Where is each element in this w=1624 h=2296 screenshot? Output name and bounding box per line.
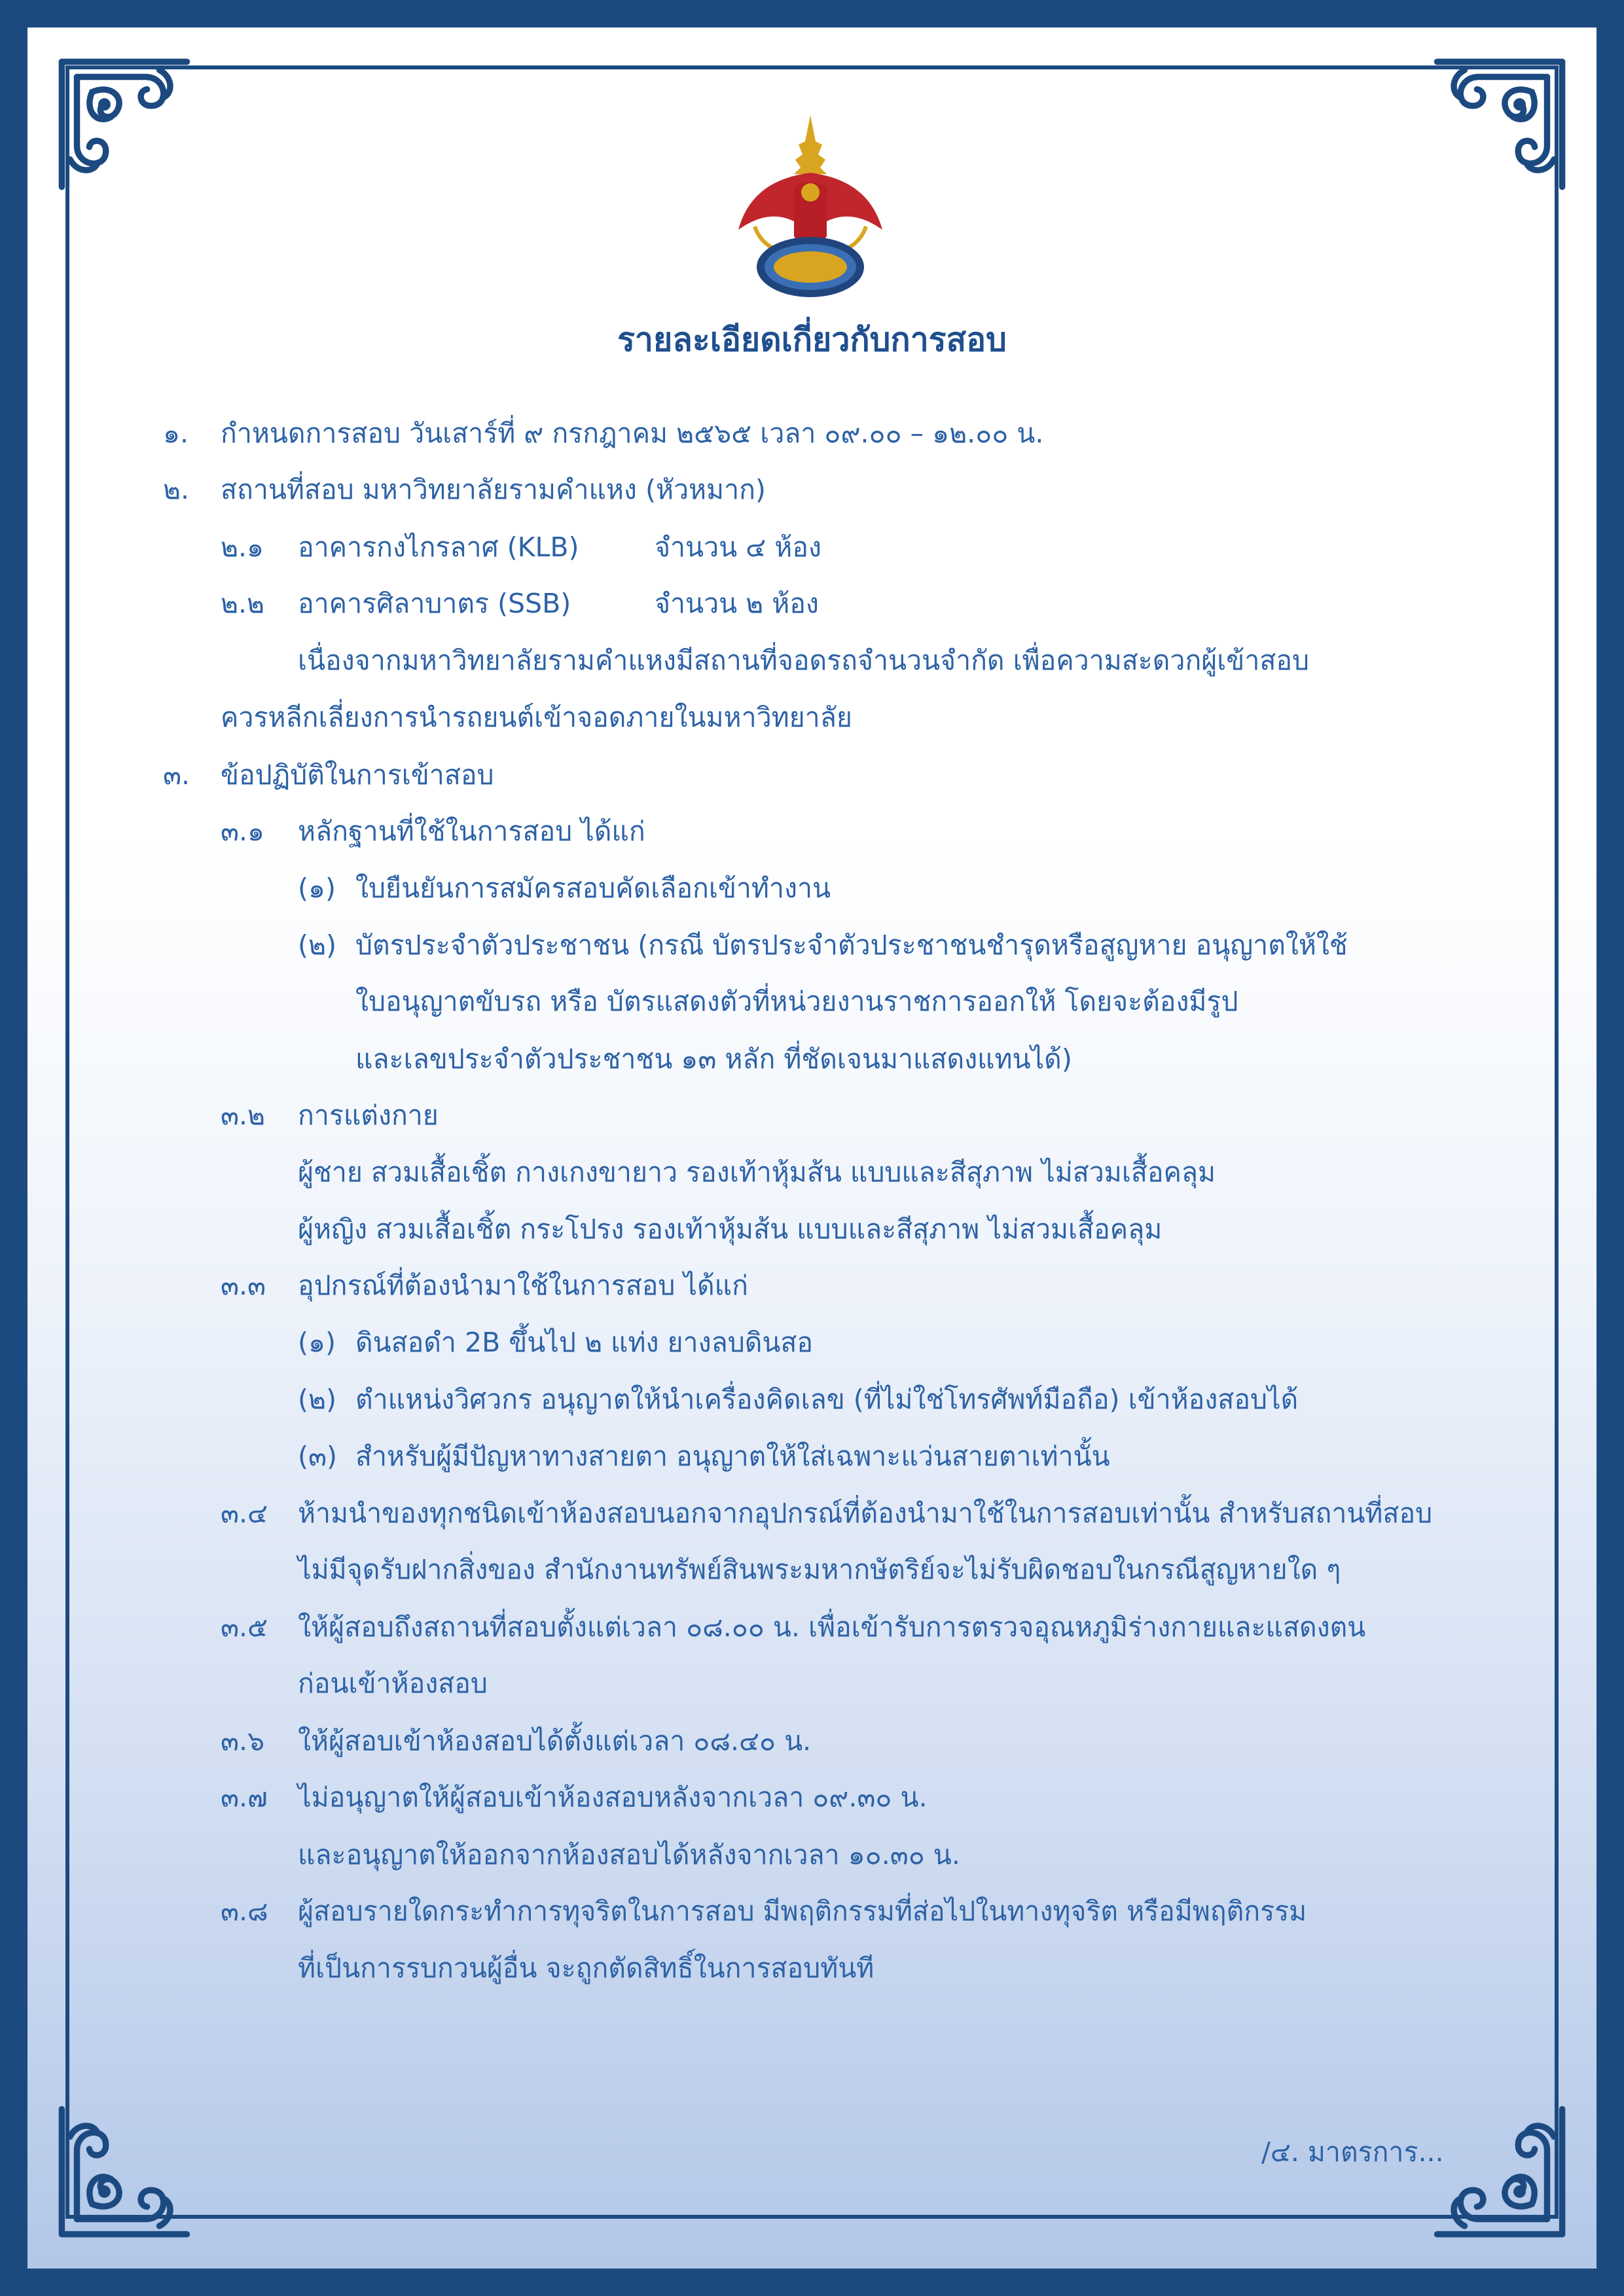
item-text: บัตรประจำตัวประชาชน (กรณี บัตรประจำตัวประชาชนชำรุดหรือสูญหาย อนุญาตให้ใช้ — [355, 929, 1348, 961]
item-text: การแต่งกาย — [298, 1100, 439, 1131]
continuation-note: /๔. มาตรการ... — [1261, 2136, 1444, 2168]
item-number: (๑) — [298, 872, 336, 904]
item-number: ๓.๖ — [221, 1725, 265, 1757]
paragraph-line: ควรหลีกเลี่ยงการนำรถยนต์เข้าจอดภายในมหาวิทยาลัย — [221, 702, 852, 733]
corner-ornament-top-right — [1430, 56, 1568, 194]
item-number: (๓) — [298, 1441, 338, 1472]
paragraph-line: ผู้ชาย สวมเสื้อเชิ้ต กางเกงขายาว รองเท้าหุ้มส้น แบบและสีสุภาพ ไม่สวมเสื้อคลุม — [298, 1157, 1216, 1188]
list-item — [221, 531, 821, 564]
list-item — [298, 872, 831, 905]
item-text: ใบยืนยันการสมัครสอบคัดเลือกเข้าทำงาน — [355, 872, 831, 904]
list-item — [298, 1384, 1299, 1416]
list-item — [298, 1441, 1110, 1473]
paragraph-line: และเลขประจำตัวประชาชน ๑๓ หลัก ที่ชัดเจนมาแสดงแทนได้) — [355, 1043, 1072, 1075]
item-number: (๒) — [298, 1384, 337, 1415]
paragraph-line: ผู้หญิง สวมเสื้อเชิ้ต กระโปรง รองเท้าหุ้มส้น แบบและสีสุภาพ ไม่สวมเสื้อคลุม — [298, 1213, 1163, 1245]
list-item — [298, 1327, 814, 1359]
item-text: หลักฐานที่ใช้ในการสอบ ได้แก่ — [298, 816, 645, 847]
item-text: อาคารกงไกรลาศ (KLB) — [298, 531, 579, 563]
paragraph-line: เนื่องจากมหาวิทยาลัยรามคำแหงมีสถานที่จอดรถจำนวนจำกัด เพื่อความสะดวกผู้เข้าสอบ — [298, 645, 1310, 676]
list-item — [163, 474, 766, 506]
room-count: จำนวน ๔ ห้อง — [655, 531, 821, 563]
item-text: ผู้สอบรายใดกระทำการทุจริตในการสอบ มีพฤติกรรมที่ส่อไปในทางทุจริต หรือมีพฤติกรรม — [298, 1895, 1307, 1927]
list-item — [163, 418, 1044, 450]
paragraph-line: ไม่มีจุดรับฝากสิ่งของ สำนักงานทรัพย์สินพระมหากษัตริย์จะไม่รับผิดชอบในกรณีสูญหายใด ๆ — [298, 1554, 1341, 1585]
item-text: ข้อปฏิบัติในการเข้าสอบ — [221, 759, 494, 791]
list-item — [221, 1100, 439, 1132]
item-text: อุปกรณ์ที่ต้องนำมาใช้ในการสอบ ได้แก่ — [298, 1270, 748, 1301]
item-text: อาคารศิลาบาตร (SSB) — [298, 588, 571, 619]
item-number: ๒.๑ — [221, 531, 264, 563]
item-text: ตำแหน่งวิศวกร อนุญาตให้นำเครื่องคิดเลข (ที่ไม่ใช่โทรศัพท์มือถือ) เข้าห้องสอบได้ — [355, 1384, 1299, 1415]
list-item — [221, 588, 819, 620]
item-text: สถานที่สอบ มหาวิทยาลัยรามคำแหง (หัวหมาก) — [221, 474, 766, 505]
item-text: สำหรับผู้มีปัญหาทางสายตา อนุญาตให้ใส่เฉพาะแว่นสายตาเท่านั้น — [355, 1441, 1110, 1472]
list-item — [221, 1498, 1433, 1530]
item-text: ให้ผู้สอบเข้าห้องสอบได้ตั้งแต่เวลา ๐๘.๔๐ น. — [298, 1725, 812, 1757]
item-number: ๓.๔ — [221, 1498, 268, 1529]
corner-ornament-bottom-left — [56, 2102, 194, 2240]
room-count: จำนวน ๒ ห้อง — [655, 588, 819, 619]
item-text: ดินสอดำ 2B ขึ้นไป ๒ แท่ง ยางลบดินสอ — [355, 1327, 814, 1358]
item-number: (๑) — [298, 1327, 336, 1358]
item-number: ๒. — [163, 474, 190, 505]
item-text: กำหนดการสอบ วันเสาร์ที่ ๙ กรกฎาคม ๒๕๖๕ เวลา ๐๙.๐๐ – ๑๒.๐๐ น. — [221, 418, 1044, 449]
item-text: ห้ามนำของทุกชนิดเข้าห้องสอบนอกจากอุปกรณ์ที่ต้องนำมาใช้ในการสอบเท่านั้น สำหรับสถานที่สอบ — [298, 1498, 1433, 1529]
paragraph-line: และอนุญาตให้ออกจากห้องสอบได้หลังจากเวลา ๑๐.๓๐ น. — [298, 1839, 960, 1871]
item-text: ไม่อนุญาตให้ผู้สอบเข้าห้องสอบหลังจากเวลา ๐๙.๓๐ น. — [298, 1782, 928, 1813]
item-number: ๓. — [163, 759, 190, 791]
item-number: ๓.๓ — [221, 1270, 266, 1301]
document-title: รายละเอียดเกี่ยวกับการสอบ — [617, 321, 1007, 359]
paragraph-line: ใบอนุญาตขับรถ หรือ บัตรแสดงตัวที่หน่วยงานราชการออกให้ โดยจะต้องมีรูป — [355, 986, 1238, 1017]
item-number: ๑. — [163, 418, 189, 449]
paragraph-line: ก่อนเข้าห้องสอบ — [298, 1668, 488, 1699]
list-item — [221, 1725, 812, 1757]
item-number: ๓.๑ — [221, 816, 265, 847]
list-item — [221, 1895, 1307, 1928]
corner-ornament-bottom-right — [1430, 2102, 1568, 2240]
paragraph-line: ที่เป็นการรบกวนผู้อื่น จะถูกตัดสิทธิ์ในการสอบทันที — [298, 1952, 875, 1984]
item-number: ๒.๒ — [221, 588, 265, 619]
corner-ornament-top-left — [56, 56, 194, 194]
list-item — [221, 1611, 1366, 1643]
item-number: (๒) — [298, 929, 337, 961]
list-item — [163, 759, 494, 791]
item-number: ๓.๘ — [221, 1895, 268, 1927]
list-item — [298, 929, 1348, 961]
list-item — [221, 1782, 928, 1814]
item-number: ๓.๒ — [221, 1100, 266, 1131]
item-number: ๓.๕ — [221, 1611, 268, 1643]
list-item — [221, 816, 645, 848]
list-item — [221, 1270, 748, 1302]
garuda-emblem — [735, 115, 886, 305]
item-text: ให้ผู้สอบถึงสถานที่สอบตั้งแต่เวลา ๐๘.๐๐ น. เพื่อเข้ารับการตรวจอุณหภูมิร่างกายและแสดงตน — [298, 1611, 1366, 1643]
item-number: ๓.๗ — [221, 1782, 268, 1813]
